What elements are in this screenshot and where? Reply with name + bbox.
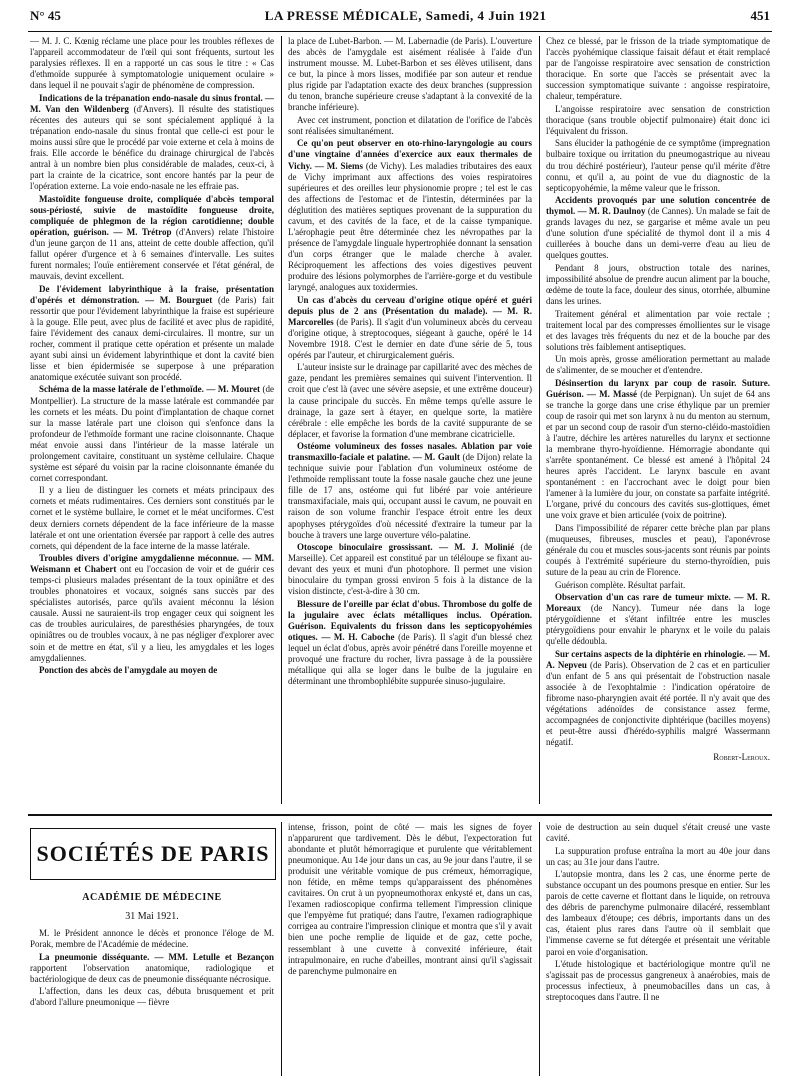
paragraph: Avec cet instrument, ponction et dilatation de l'orifice de l'abcès sont réalisées simultanément. [288, 114, 532, 136]
paragraph: Désinsertion du larynx par coup de rasoir. Suture. Guérison. — M. Massé (de Perpignan). Un sujet de 64 ans se tranche la gorge dans une crise éthylique par un premier coup de rasoir qui met son larynx à nu du menton au sternum, et par un second coup de rasoir d'un sterno-cléido-mastoïdien à l'autre, déchire les artères naturelles du larynx et sectionne la membrane thyro-hyoïdienne. Hémorragie abondante qui s'arrête spontanément. Ce blessé est amené à l'hôpital 24 heures après l'accident. Le larynx bascule en avant spontanément : en l'accrochant avec le doigt pour bien l'amener à la lumière du jour, on constate sa parfaite intégrité. L'organe, privé du concours des cavités sus-glottiques, émet une voix grave et bien articulée (voix de poitrine). [546, 377, 770, 521]
running-header [30, 8, 770, 28]
issue-number: N° 45 [30, 8, 61, 23]
column-3 [546, 36, 770, 804]
section-title: SOCIÉTÉS DE PARIS [36, 841, 270, 866]
paragraph: Dans l'impossibilité de réparer cette brèche plan par plans (muqueuses, fibreuses, muscles et peau), l'aponévrose générale du cou et muscles sous-jacents sont réunis par points coupés à l'extrémité supérieure du sterno-thyroïdien, puis suture de la peau au crin de Florence. [546, 523, 770, 578]
column-divider [539, 36, 540, 804]
header-rule [28, 31, 772, 32]
paragraph: Un cas d'abcès du cerveau d'origine otique opéré et guéri depuis plus de 2 ans (Présentation du malade). — M. R. Marcorelles (de Paris). Il s'agit d'un volumineux abcès du cerveau d'origine otique, à streptocoques, siégeant à gauche, opéré le 14 Novembre 1918. C'est le dernier en date d'une série de 5, tous opérés par l'auteur, et chirurgicalement guéris. [288, 294, 532, 360]
paragraph: Accidents provoqués par une solution concentrée de thymol. — M. R. Daulnoy (de Cannes). Un malade se fait de grands lavages du nez, se gargarise et même avale un peu d'une solution d'une spécialité de thymol dont il a mis 4 cuillerées à bouche dans un demi-verre d'eau au lieu de quelques gouttes. [546, 195, 770, 261]
paragraph: M. le Président annonce le décès et prononce l'éloge de M. Porak, membre de l'Académie de médecine. [30, 928, 274, 950]
paragraph: Otoscope binoculaire grossissant. — M. J. Molinié (de Marseille). Cet appareil est constitué par un téléloupe se fixant au-devant des yeux et muni d'un photophore. Il permet une vision binoculaire du tympan grossi environ 5 fois à la distance de la vision distincte, c'est-à-dire à 30 cm. [288, 542, 532, 597]
paragraph: De l'évidement labyrinthique à la fraise, présentation d'opérés et démonstration. — M. Bourguet (de Paris) fait ressortir que pour l'évidement labyrinthique la fraise est supérieure à la gouge. Elle peut, avec plus de facilité et avec plus de rapidité, faire l'évidement des canaux demi-circulaires. Il montre, sur un rocher, comment il pratique cette opération et présente un malade ayant subi ainsi un évidement labyrinthique et dont la cavité bien lisse et bien épidermisée se superpose à une préparation anatomique exécutée suivant son procédé. [30, 283, 274, 382]
section-rule [28, 814, 772, 816]
bottom-column-3 [546, 822, 770, 1076]
paragraph: Troubles divers d'origine amygdalienne méconnue. — MM. Weismann et Chabert ont eu l'occasion de voir et de guérir ces temps-ci plusieurs malades présentant de la toux opiniâtre et des troubles phonatoires et vocaux, soignés sans succès par des spécialistes autorisés, parce qu'ils avaient méconnu la lésion causale. Aussi ne sauraient-ils trop engager ceux qui soignent les cas de troubles auriculaires, de paresthésies pharyngées, de toux opiniâtres ou de troubles vocaux, à ne pas négliger d'explorer avec soin et de mettre en état, s'il y a lieu, les amygdales et les loges amygdaliennes. [30, 553, 274, 663]
bottom-column-1 [30, 928, 274, 1076]
paragraph: La suppuration profuse entraîna la mort au 40e jour dans un cas; au 31e jour dans l'autre. [546, 845, 770, 867]
paragraph: Mastoïdite fongueuse droite, compliquée d'abcès temporal sous-périosté, suivie de mastoïdite fongueuse droite, compliquée de phlegmon de la région carotidienne; double opération, guérison. — M. Trétrop (d'Anvers) relate l'histoire d'un jeune garçon de 11 ans, atteint de cette double affection, qu'il fallut opérer d'urgence et à 6 semaines d'intervalle. Les suites furent normales; l'ouïe entièrement conservée et l'état général, de mauvais, devint excellent. [30, 193, 274, 281]
paragraph: Sur certains aspects de la diphtérie en rhinologie. — M. A. Nepveu (de Paris). Observation de 2 cas et en particulier d'un enfant de 5 ans qui présentait de l'obstruction nasale associée à de l'exophtalmie : l'indication opératoire de fibrome naso-pharyngien avait été portée. Il n'y avait que des végétations adénoïdes de consistance assez ferme, accompagnées de conjonctivite diphtérique (bacilles moyens) et peut-être aussi d'hérédo-syphilis malgré Wassermann négatif. [546, 649, 770, 748]
paragraph: Sans élucider la pathogénie de ce symptôme (impregnation bulbaire toxique ou irritation du pneumogastrique au niveau du trou déchiré postérieur), l'auteur pense qu'il mérite d'être connu, et qu'il a, au point de vue du diagnostic de la septicopyohémie, la même valeur que le frisson. [546, 138, 770, 193]
paragraph: Blessure de l'oreille par éclat d'obus. Thrombose du golfe de la jugulaire avec éclats métalliques inclus. Opération. Guérison. Equivalents du frisson dans les septicopyohémies otiques. — M. H. Caboche (de Paris). Il s'agit d'un blessé chez lequel un éclat d'obus, après avoir pénétré dans l'oreille moyenne et provoqué une fracture du rocher, livra passage à de la poussière métallique qui alla se loger dans le bulbe de la jugulaire en déterminant une thrombophlébite suppurée sinuso-jugulaire. [288, 598, 532, 687]
paragraph: Pendant 8 jours, obstruction totale des narines, impossibilité absolue de prendre aucun aliment par la bouche, œdème de toute la face, douleur des sinus, otorrhée, albumine dans les urines. [546, 262, 770, 307]
paragraph: L'angoisse respiratoire avec sensation de constriction thoracique (sans trouble objectif pulmonaire) était donc ici l'équivalent du frisson. [546, 103, 770, 136]
paragraph: Ostéome volumineux des fosses nasales. Ablation par voie transmaxillo-faciale et palatine. — M. Gault (de Dijon) relate la technique suivie pour l'ablation d'un volumineux ostéome de l'ethmoïde remplissant toute la fosse nasale gauche chez une jeune fille de 17 ans, ostéome qui fut libéré par voie antérieure transmaxifaciale, mais qui, occupant aussi le cavum, ne pouvait en raison de son volume franchir l'espace étroit entre les deux apophyses ptérygoïdes d'où nécessité d'extraire la tumeur par la bouche à travers une large ouverture vélo-palatine. [288, 441, 532, 540]
paragraph: Indications de la trépanation endo-nasale du sinus frontal. — M. Van den Wildenberg (d'Anvers). Il résulte des statistiques récentes des auteurs qui se sont spécialement appliqué à la trépanation endo-nasale du sinus frontal que celle-ci est pour le moins aussi sûre que le procédé par voie externe et cela à moins de frais. Elle accorde le bénéfice du drainage chirurgical de l'abcès antral à un nombre bien plus considérable de malades, ceux-ci, à part la crainte de la cicatrice, sont encore hantés par la peur de l'opération externe. La voie endo-nasale ne les effraie pas. [30, 92, 274, 192]
column-1 [30, 36, 274, 804]
author-signature: Robert-Leroux. [713, 752, 770, 763]
column-divider [281, 822, 282, 1076]
paragraph: La pneumonie disséquante. — MM. Letulle et Bezançon rapportent l'observation anatomique, radiologique et bactériologique de deux cas de pneumonie disséquante nécrosique. [30, 951, 274, 984]
paragraph: Ponction des abcès de l'amygdale au moyen de [39, 665, 218, 676]
page-number: 451 [750, 8, 770, 23]
column-divider [539, 822, 540, 1076]
paragraph: Un mois après, grosse amélioration permettant au malade de s'alimenter, de se moucher et d'entendre. [546, 354, 770, 376]
paragraph: L'étude histologique et bactériologique montre qu'il ne s'agissait pas de processus gangreneux à anaérobies, mais de processus infectieux, à pneumobacilles dans un cas, à streptocoques dans l'autre. Il ne [546, 959, 770, 1003]
paragraph: L'autopsie montra, dans les 2 cas, une énorme perte de substance occupant un des poumons presque en entier. Sur les parois de cette caverne et flottant dans le liquide, on retrouva des débris de parenchyme pulmonaire dilacéré, ressemblant des lambeaux d'étoupe; ces débris, importants dans un des cas, étaient plus rares dans l'autre où il semblait que l'immense caverne se fut détergée et présentait une véritable paroi en voie d'organisation. [546, 869, 770, 957]
paragraph: voie de destruction au sein duquel s'était creusé une vaste cavité. [546, 822, 770, 844]
paragraph: intense, frisson, point de côté — mais les signes de foyer n'apparurent que tardivement. Dès le début, l'expectoration fut abondante et plutôt hémorragique et purulente que véritablement pneumonique. Au 14e jour dans un cas, au 9e jour dans l'autre, il se produisit une véritable vomique de pus crémeux, hémorragique, non fétide, en même temps qu'apparaissent des phénomènes cavitaires. On crut à un pyopneumothorax enkysté et, dans un cas, l'examen radioscopique confirma tellement l'impression clinique que l'empyème fut pratiqué; dans l'autre, l'examen radiographique corrigea au contraire l'impression clinique et montra que s'il y avait bien une poche remplie de liquide et de gaz, cette poche, ressemblant à une cuvette à convexité inférieure, était intrapulmonaire, en ruche d'abeilles, montrant ainsi qu'il s'agissait de parenchyme pulmonaire en [288, 822, 532, 976]
paragraph: Ce qu'on peut observer en oto-rhino-laryngologie au cours d'une vingtaine d'années d'exercice aux eaux thermales de Vichy. — M. Siems (de Vichy). Les maladies tributaires des eaux de Vichy imprimant aux affections des voies respiratoires supérieures et des oreilles leur physionomie propre ; tel est le cas des affections de l'estomac et de l'intestin, déterminées par la déglutition des matières septiques provenant de la suppuration du cavum, et des cavités de la face, et de la caisse tympanique. L'aérophagie peut être déterminée chez les névropathes par la présence de l'amygdale linguale hypertrophiée donnant la sensation d'un corps étranger que le malade cherche à avaler. Réciproquement les affections des voies digestives peuvent produire des lésions polymorphes de l'arrière-gorge et du vestibule laryngé, analogues aux toxidermies. [288, 138, 532, 293]
paragraph: Guérison complète. Résultat parfait. [555, 579, 686, 590]
paragraph: Il y a lieu de distinguer les cornets et méats principaux des cornets et méats rudimentaires. Ces derniers sont constitués par le cornet et le système bullaire, le cornet et le méat unciformes. C'est deux derniers cornets dépendent de la face inférieure de la masse latérale et ont une orientation éversée par rapport à celle des autres cornets, qui dépendent de la face interne de la masse latérale. [30, 485, 274, 551]
academie-heading: ACADÉMIE DE MÉDECINE [82, 892, 222, 903]
paragraph: L'affection, dans les deux cas, débuta brusquement et prit d'abord l'allure pneumonique — fièvre [30, 986, 274, 1008]
paragraph: Schéma de la masse latérale de l'ethmoïde. — M. Mouret (de Montpellier). La structure de la masse latérale est commandée par les cornets et les méats. Du point d'implantation de chaque cornet sur la masse latérale part une cloison qui s'enfonce dans la profondeur de l'ethmoïde formant une racine cloisonnante. Chaque méat envoie aussi dans l'intérieur de la masse latérale un prolongement cavitaire, constituant un système cellulaire. Chaque système est séparé du voisin par la racine cloisonnante émanée du cornet correspondant. [30, 384, 274, 483]
paragraph: Chez ce blessé, par le frisson de la triade symptomatique de l'accès pyohémique classique faisait défaut et était remplacé par de l'angoisse respiratoire avec sensation de constriction thoracique. En sorte que l'accès se présentait avec la succession symptomatique suivante : angoisse respiratoire, chaleur, température. [546, 36, 770, 102]
section-title-box [30, 828, 276, 880]
journal-title: LA PRESSE MÉDICALE, Samedi, 4 Juin 1921 [264, 8, 547, 23]
paragraph: Traitement général et alimentation par voie rectale ; traitement local par des compresses émollientes sur le visage et des lavages très fréquents du nez et de la bouche par des solutions très faiblement antiseptiques. [546, 308, 770, 352]
paragraph: Observation d'un cas rare de tumeur mixte. — M. R. Moreaux (de Nancy). Tumeur née dans la loge ptérygoïdienne et s'étant infiltrée entre les muscles ptérygoïdiens pour envahir le pharynx et le voile du palais qu'elle dédoubla. [546, 592, 770, 647]
paragraph: la place de Lubet-Barbon. — M. Labernadie (de Paris). L'ouverture des abcès de l'amygdale est aisément réalisée à l'aide d'un instrument mousse. M. Lubet-Barbon et ses élèves utilisent, dans ce but, la pince à mors lisses, modifiée par son auteur et rendue plus rigide par l'adaptation exacte des deux branches (suppression du tenon, branche supérieure creuse s'adaptant à la convexité de la branche inférieure). [288, 36, 532, 113]
column-2 [288, 36, 532, 804]
paragraph: L'auteur insiste sur le drainage par capillarité avec des mèches de gaze, pendant les premières semaines qui suivent l'intervention. Il croit que c'est là (avec une sévère asepsie, et une extrême douceur) la cause principale du succès. En même temps qu'elle assure le drainage, la gaze sert à étayer, en quelque sorte, la matière cérébrale : elle empêche les bords de la cavité suppurante de se déplacer, et favorise la formation d'une membrane cicatricielle. [288, 362, 532, 439]
paragraph: — M. J. C. Kœnig réclame une place pour les troubles réflexes de l'appareil accommodateur de l'œil qui sont fréquents, surtout les paralysies réflexes. Il en a rapporté un cas sous le titre : « Cas d'ethmoïde suppurée à symptomatologie uniquement oculaire » dans lequel il ne pouvait s'agir de phénomène de compression. [30, 36, 274, 91]
bottom-column-2 [288, 822, 532, 1076]
column-divider [281, 36, 282, 804]
session-date: 31 Mai 1921. [125, 911, 179, 922]
